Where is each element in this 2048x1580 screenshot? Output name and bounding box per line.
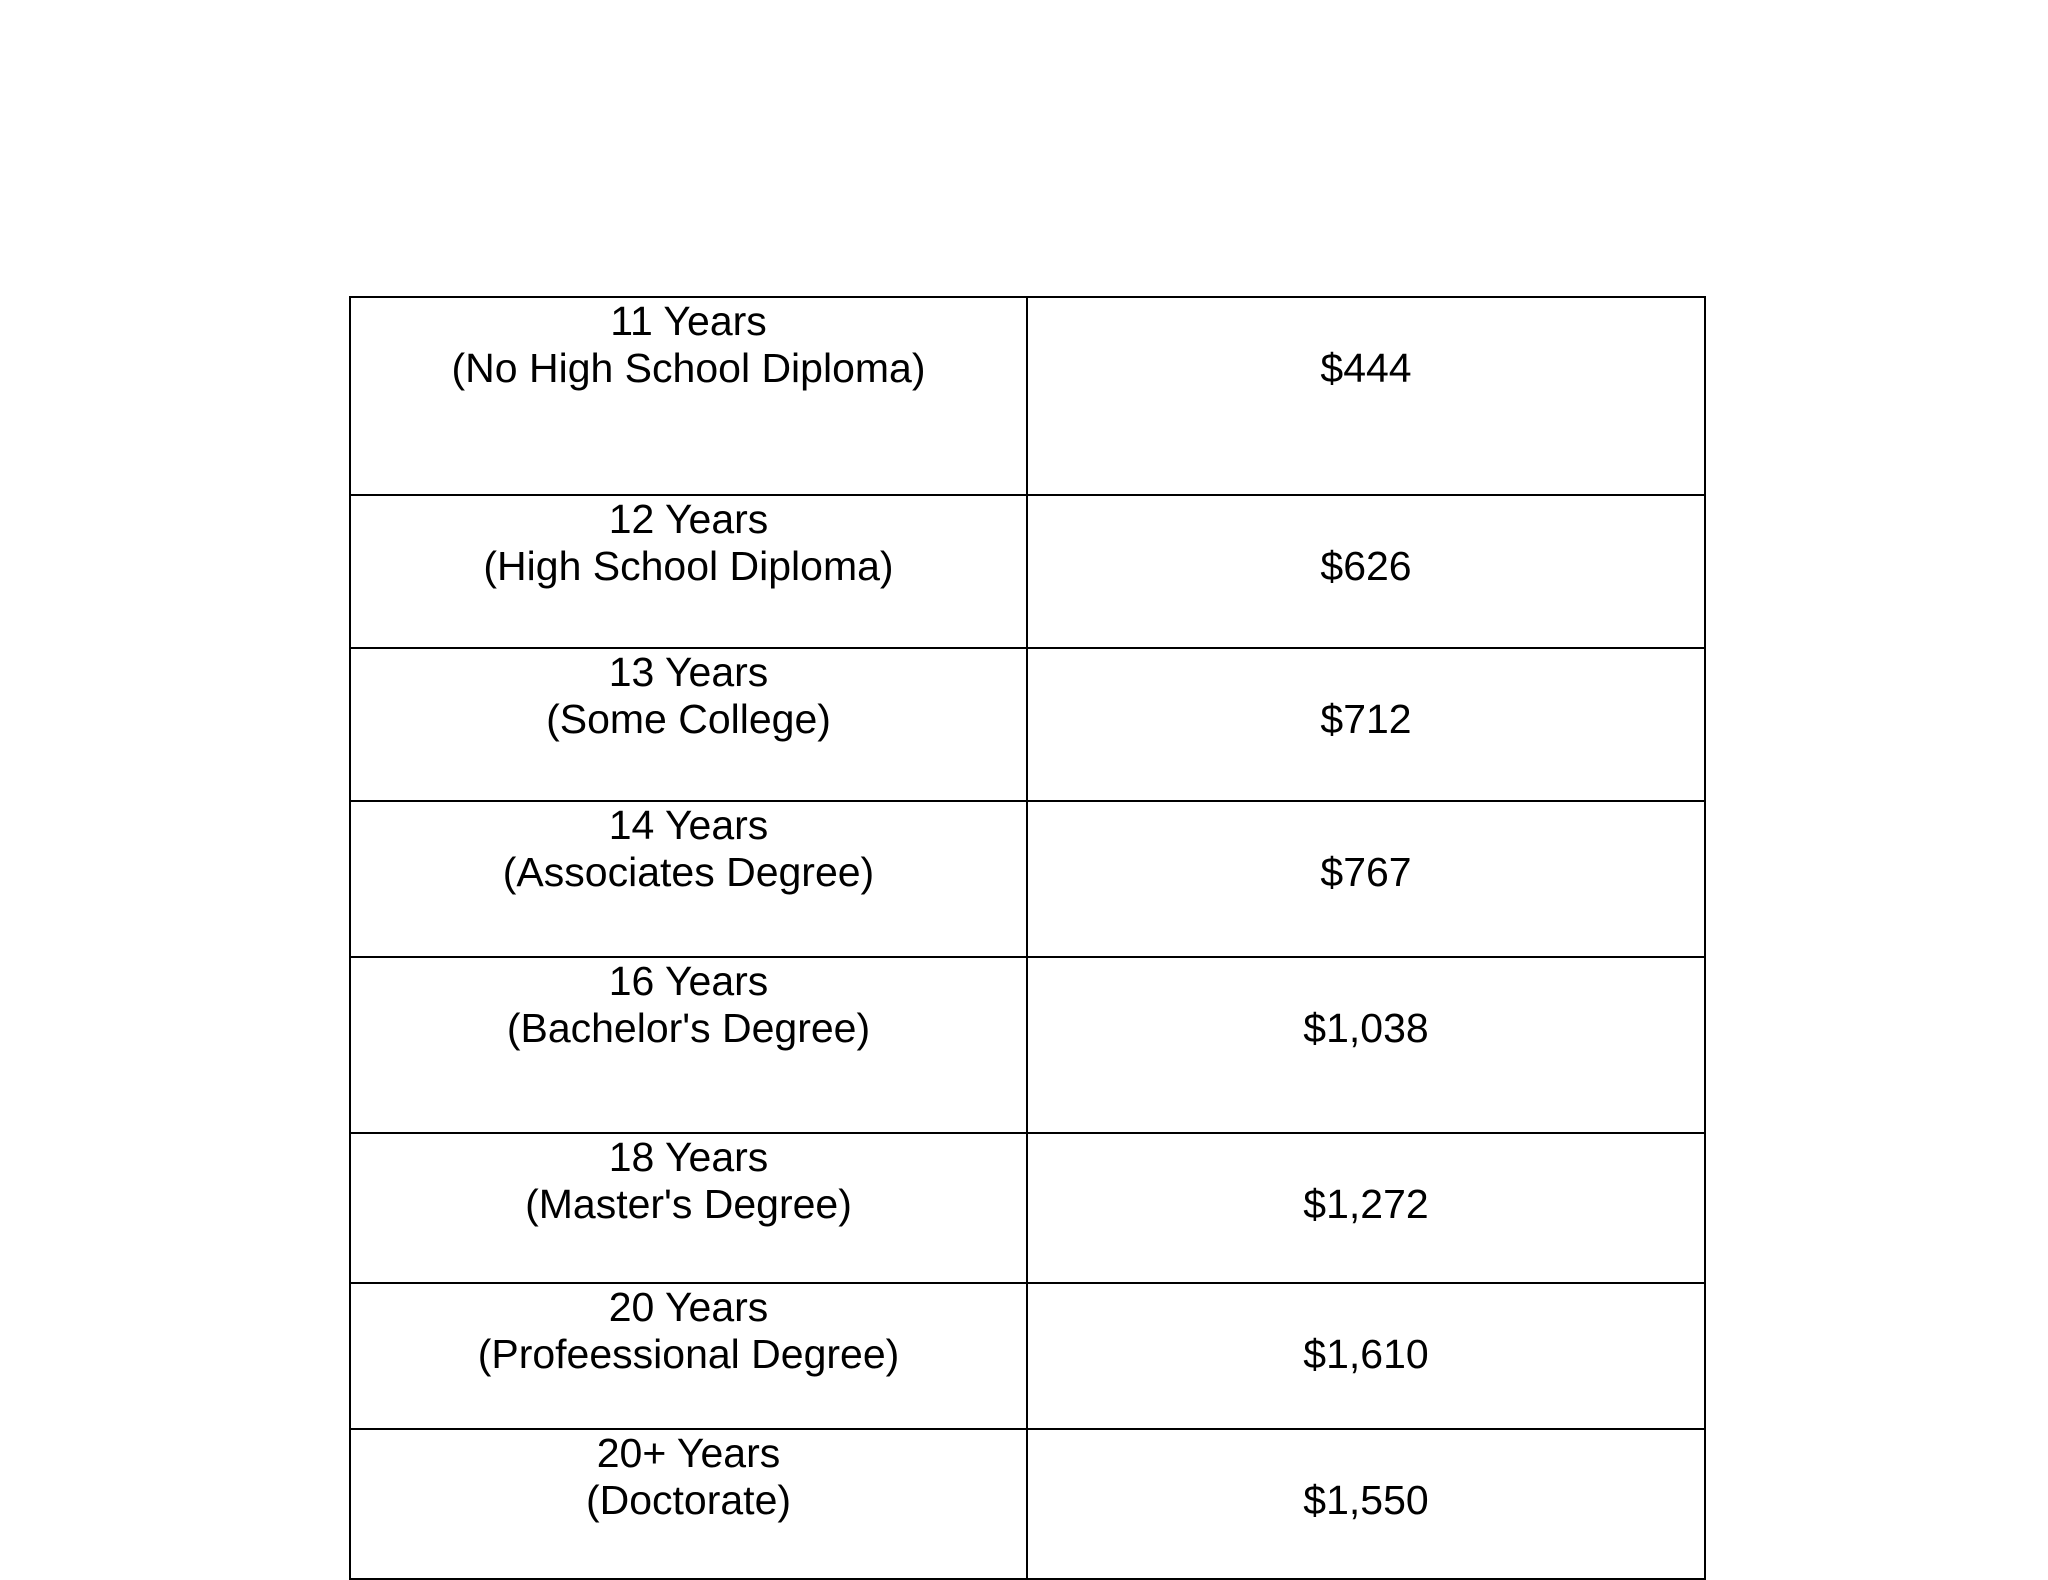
earnings-value: $626 bbox=[1320, 543, 1412, 589]
earnings-cell bbox=[1027, 1429, 1705, 1579]
earnings-cell bbox=[1027, 801, 1705, 957]
table-row bbox=[350, 297, 1705, 495]
years-cell bbox=[350, 495, 1027, 648]
table-row bbox=[350, 1283, 1705, 1429]
years-label: 20 Years bbox=[608, 1284, 769, 1330]
years-label: 14 Years bbox=[608, 802, 769, 848]
years-label: 20+ Years bbox=[596, 1430, 781, 1476]
earnings-cell bbox=[1027, 1133, 1705, 1283]
table-row bbox=[350, 648, 1705, 801]
earnings-value: $444 bbox=[1320, 345, 1412, 391]
earnings-value: $1,550 bbox=[1303, 1477, 1429, 1523]
earnings-cell bbox=[1027, 648, 1705, 801]
earnings-value: $1,610 bbox=[1303, 1331, 1429, 1377]
table-row bbox=[350, 1133, 1705, 1283]
years-cell bbox=[350, 801, 1027, 957]
earnings-cell bbox=[1027, 957, 1705, 1133]
degree-label: (Profeessional Degree) bbox=[477, 1331, 900, 1377]
earnings-value: $1,038 bbox=[1303, 1005, 1429, 1051]
earnings-value: $712 bbox=[1320, 696, 1412, 742]
education-earnings-table bbox=[349, 296, 1706, 1580]
years-label: 13 Years bbox=[608, 649, 769, 695]
years-cell bbox=[350, 1283, 1027, 1429]
earnings-cell bbox=[1027, 495, 1705, 648]
table-row bbox=[350, 495, 1705, 648]
degree-label: (No High School Diploma) bbox=[451, 345, 926, 391]
years-cell bbox=[350, 1429, 1027, 1579]
years-cell bbox=[350, 1133, 1027, 1283]
earnings-value: $767 bbox=[1320, 849, 1412, 895]
degree-label: (High School Diploma) bbox=[483, 543, 894, 589]
years-label: 16 Years bbox=[608, 958, 769, 1004]
table-row bbox=[350, 801, 1705, 957]
degree-label: (Doctorate) bbox=[585, 1477, 792, 1523]
degree-label: (Associates Degree) bbox=[502, 849, 875, 895]
years-label: 18 Years bbox=[608, 1134, 769, 1180]
degree-label: (Master's Degree) bbox=[525, 1181, 852, 1227]
years-label: 11 Years bbox=[610, 298, 767, 344]
years-cell bbox=[350, 297, 1027, 495]
table-row bbox=[350, 957, 1705, 1133]
years-cell bbox=[350, 648, 1027, 801]
years-cell bbox=[350, 957, 1027, 1133]
earnings-cell bbox=[1027, 1283, 1705, 1429]
table-row bbox=[350, 1429, 1705, 1579]
earnings-cell bbox=[1027, 297, 1705, 495]
degree-label: (Bachelor's Degree) bbox=[506, 1005, 871, 1051]
degree-label: (Some College) bbox=[546, 696, 831, 742]
earnings-value: $1,272 bbox=[1303, 1181, 1429, 1227]
years-label: 12 Years bbox=[608, 496, 769, 542]
